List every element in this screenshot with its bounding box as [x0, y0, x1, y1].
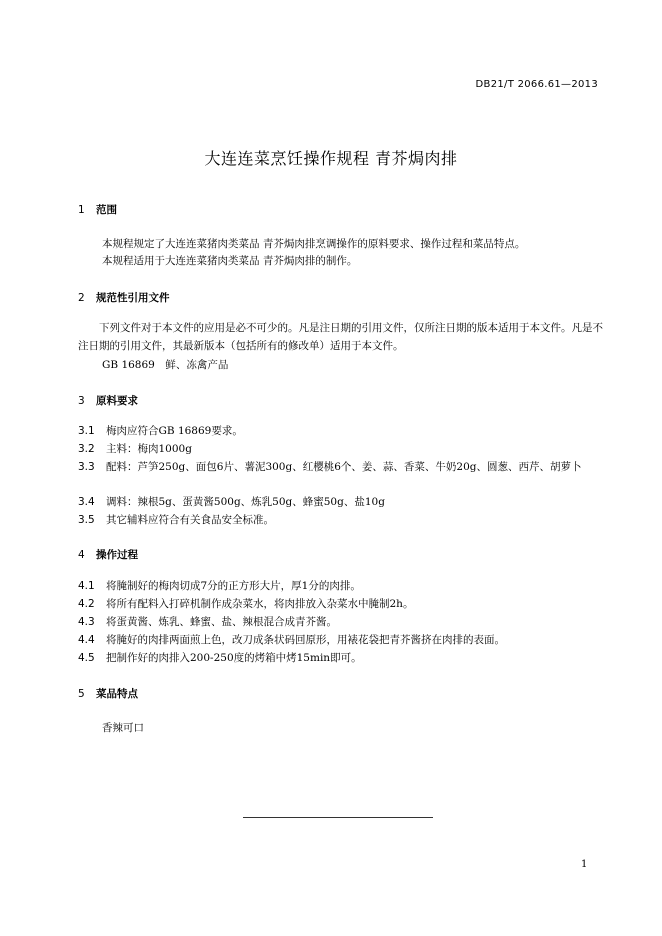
section-number: 4	[78, 549, 85, 561]
normative-reference: GB 16869 鲜、冻禽产品	[102, 359, 229, 371]
item-number: 4.1	[78, 580, 95, 592]
item-number: 3.2	[78, 443, 95, 455]
list-item	[78, 614, 603, 632]
section-number: 3	[78, 395, 85, 407]
item-text: 将腌好的肉排两面煎上色，改刀成条状码回原形，用裱花袋把青芥酱挤在肉排的表面。	[106, 634, 505, 646]
item-number: 4.2	[78, 598, 95, 610]
section-1-paragraph-2: 本规程适用于大连连菜猪肉类菜品 青芥焗肉排的制作。	[102, 255, 358, 267]
section-title: 范围	[96, 204, 117, 216]
section-title: 操作过程	[96, 549, 138, 561]
item-text: 把制作好的肉排入200-250度的烤箱中烤15min即可。	[106, 652, 362, 664]
list-item	[78, 423, 603, 441]
item-number: 4.4	[78, 634, 95, 646]
item-number: 3.4	[78, 496, 95, 508]
item-number: 3.1	[78, 425, 95, 437]
list-item	[78, 512, 603, 530]
list-item	[78, 650, 603, 668]
list-item	[78, 596, 603, 614]
section-4-heading	[78, 547, 138, 562]
list-item	[78, 494, 603, 512]
item-text: 其它辅料应符合有关食品安全标准。	[106, 514, 274, 526]
page-title: 大连连菜烹饪操作规程 青芥焗肉排	[204, 149, 458, 168]
item-text: 将蛋黄酱、炼乳、蜂蜜、盐、辣根混合成青芥酱。	[106, 616, 337, 628]
section-number: 1	[78, 204, 85, 216]
list-item	[78, 441, 603, 459]
end-rule	[243, 817, 433, 818]
document-id: DB21/T 2066.61—2013	[475, 79, 598, 90]
item-text: 梅肉应符合GB 16869要求。	[106, 425, 243, 437]
item-number: 4.5	[78, 652, 95, 664]
item-text: 将腌制好的梅肉切成7分的正方形大片，厚1分的肉排。	[106, 580, 361, 592]
section-title: 菜品特点	[96, 688, 138, 700]
list-item	[78, 578, 603, 596]
section-3-heading	[78, 393, 138, 408]
item-number: 3.3	[78, 461, 95, 473]
item-text: 将所有配料入打碎机制作成杂菜水，将肉排放入杂菜水中腌制2h。	[106, 598, 414, 610]
item-number: 4.3	[78, 616, 95, 628]
list-item	[78, 632, 603, 650]
item-text: 配料：芦笋250g、面包6片、薯泥300g、红樱桃6个、姜、蒜、香菜、牛奶20g、圆葱、西芹、胡萝卜	[106, 461, 582, 473]
section-title: 规范性引用文件	[96, 292, 170, 304]
section-number: 2	[78, 292, 85, 304]
dish-characteristics: 香辣可口	[102, 722, 144, 734]
section-1-heading	[78, 202, 117, 217]
section-2-paragraph: 下列文件对于本文件的应用是必不可少的。凡是注日期的引用文件，仅所注日期的版本适用于本文件。凡是不注日期的引用文件，其最新版本（包括所有的修改单）适用于本文件。	[78, 322, 603, 352]
section-1-paragraph-1: 本规程规定了大连连菜猪肉类菜品 青芥焗肉排烹调操作的原料要求、操作过程和菜品特点。	[102, 238, 526, 250]
section-title: 原料要求	[96, 395, 138, 407]
item-number: 3.5	[78, 514, 95, 526]
page-number: 1	[581, 859, 588, 870]
section-2-heading	[78, 290, 170, 305]
section-number: 5	[78, 688, 85, 700]
item-text: 调料：辣根5g、蛋黄酱500g、炼乳50g、蜂蜜50g、盐10g	[106, 496, 385, 508]
list-item	[78, 459, 603, 477]
item-text: 主料：梅肉1000g	[106, 443, 192, 455]
section-5-heading	[78, 686, 138, 701]
